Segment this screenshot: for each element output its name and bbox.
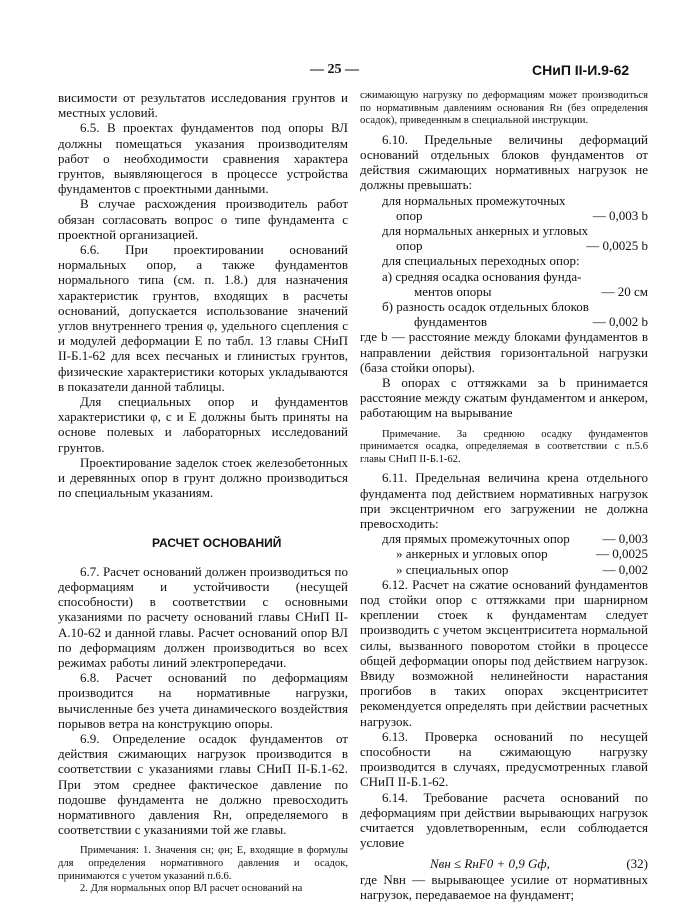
limit-line: а) средняя осадка основания фунда- bbox=[382, 268, 582, 284]
document-code: СНиП II-И.9-62 bbox=[532, 62, 630, 78]
tilt-line: для прямых промежуточных опор — 0,003 bbox=[382, 531, 648, 547]
clause-6-10: 6.10. Предельные величины деформаций оснований отдельных блоков фундаментов от действия сжимающих нормативных нагрузок не должны превышать: bbox=[360, 131, 648, 193]
formula-number: (32) bbox=[626, 855, 648, 871]
paragraph: где b — расстояние между блоками фундаментов в направлении действия горизонтальной нагрузки (база стойки опоры). bbox=[360, 329, 648, 375]
paragraph: где Nвн — вырывающее усилие от нормативных нагрузок, передаваемое на фундамент; bbox=[360, 871, 648, 902]
note: Примечания: 1. Значения cн; φн; E, входящие в формулы для определения нормативного давления и осадок, принимаются с учетом указаний п.6.6. bbox=[58, 845, 348, 882]
paragraph: В случае расхождения производитель работ обязан согласовать вопрос о типе фундамента с проектной организацией. bbox=[58, 196, 348, 242]
clause-6-5: 6.5. В проектах фундаментов под опоры ВЛ должны помещаться указания производителям работ о необходимости сравнения характера грунтов, выявляющегося в процессе устройства фундаментов с проектными данными. bbox=[58, 120, 348, 197]
note-continuation: сжимающую нагрузку по деформациям может производиться по нормативным давлениям основания Rн (без определения осадок), приведенным в специальной инструкции. bbox=[360, 90, 648, 127]
limit-line: фундаментов — 0,002 b bbox=[414, 314, 648, 330]
page-header bbox=[0, 62, 700, 82]
limit-line: ментов опоры — 20 см bbox=[414, 283, 648, 299]
limit-line: для нормальных промежуточных bbox=[382, 192, 566, 208]
limit-line: опор — 0,003 b bbox=[396, 207, 648, 223]
left-column bbox=[58, 90, 348, 896]
right-column bbox=[360, 90, 648, 902]
formula: Nвн ≤ RнF0 + 0,9 Gф, bbox=[430, 855, 550, 871]
clause-6-11: 6.11. Предельная величина крена отдельного фундамента под действием нормативных нагрузок при эксцентричном его загружении не должна превосходить: bbox=[360, 470, 648, 532]
paragraph: висимости от результатов исследования грунтов и местных условий. bbox=[58, 90, 348, 121]
clause-6-13: 6.13. Проверка оснований по несущей способности на сжимающую нагрузку производится в случаях, предусмотренных главой СНиП II-Б.1-62. bbox=[360, 728, 648, 790]
limit-line: опор — 0,0025 b bbox=[396, 238, 648, 254]
page-number: — 25 — bbox=[310, 62, 359, 77]
limit-line: б) разность осадок отдельных блоков bbox=[382, 299, 589, 315]
formula-32 bbox=[360, 855, 648, 872]
clause-6-14: 6.14. Требование расчета оснований по деформациям при действии вырывающих нагрузок считается удовлетворенным, если соблюдается условие bbox=[360, 789, 648, 851]
paragraph: В опорах с оттяжками за b принимается расстояние между сжатым фундаментом и анкером, работающим на вырывание bbox=[360, 375, 648, 421]
paragraph: Проектирование заделок стоек железобетонных и деревянных опор в грунт должно производиться по специальным указаниям. bbox=[58, 454, 348, 501]
note: 2. Для нормальных опор ВЛ расчет оснований на bbox=[80, 883, 303, 895]
clause-6-8: 6.8. Расчет оснований по деформациям производится на нормативные нагрузки, вычисленные без учета динамического воздействия порывов ветра на конструкцию опоры. bbox=[58, 670, 348, 731]
clause-6-12: 6.12. Расчет на сжатие оснований фундаментов под стойки опор с оттяжками при шарнирном креплении стоек к фундаментам следует производить с учетом эксцентриситета нормальной силы, вызванного поворотом стойки в процессе общей деформации опоры под действием нагрузок. Ввиду возможной нелинейности нарастания прогибов в таких опорах эксцентриситет рекомендуется определять при действии расчетных нагрузок. bbox=[360, 576, 648, 729]
clause-6-9: 6.9. Определение осадок фундаментов от действия сжимающих нагрузок производится в соответствии с указаниями главы СНиП II-Б.1-62. При этом среднее фактическое давление по подошве фундамента не должно превосходить нормативного давления Rн, определяемого в соответствии с указаниями той же главы. bbox=[58, 730, 348, 838]
clause-6-6: 6.6. При проектировании оснований нормальных опор, а также фундаментов нормального типа (см. п. 1.8.) для назначения характеристик грунтов, входящих в расчеты оснований, допускается использование значений углов внутреннего трения φ, удельного сцепления c и модулей деформации E по табл. 13 главы СНиП II-Б.1-62 для всех песчаных и глинистых грунтов, физические характеристики которых укладываются в показатели данной таблицы. bbox=[58, 242, 348, 394]
limit-line: для нормальных анкерных и угловых bbox=[382, 223, 589, 238]
note: Примечание. За среднюю осадку фундаментов принимается осадка, определяемая в соответствии с п.5.6 главы СНиП II-Б.1-62. bbox=[360, 428, 648, 465]
clause-6-7: 6.7. Расчет оснований должен производиться по деформациям и устойчивости (несущей способности) в соответствии с основными указаниями по расчету оснований главы СНиП II-А.10-62 и данной главы. Расчет оснований опор ВЛ по деформациям должен производиться во всех режимах работы линий электропередачи. bbox=[58, 563, 348, 670]
limit-line: для специальных переходных опор: bbox=[382, 253, 580, 269]
section-heading: РАСЧЕТ ОСНОВАНИЙ bbox=[152, 536, 282, 551]
tilt-line: » специальных опор — 0,002 bbox=[396, 561, 648, 577]
paragraph: Для специальных опор и фундаментов характеристики φ, c и E должны быть приняты на основе полевых и лабораторных исследований грунтов. bbox=[58, 394, 348, 455]
tilt-line: » анкерных и угловых опор — 0,0025 bbox=[396, 546, 648, 562]
